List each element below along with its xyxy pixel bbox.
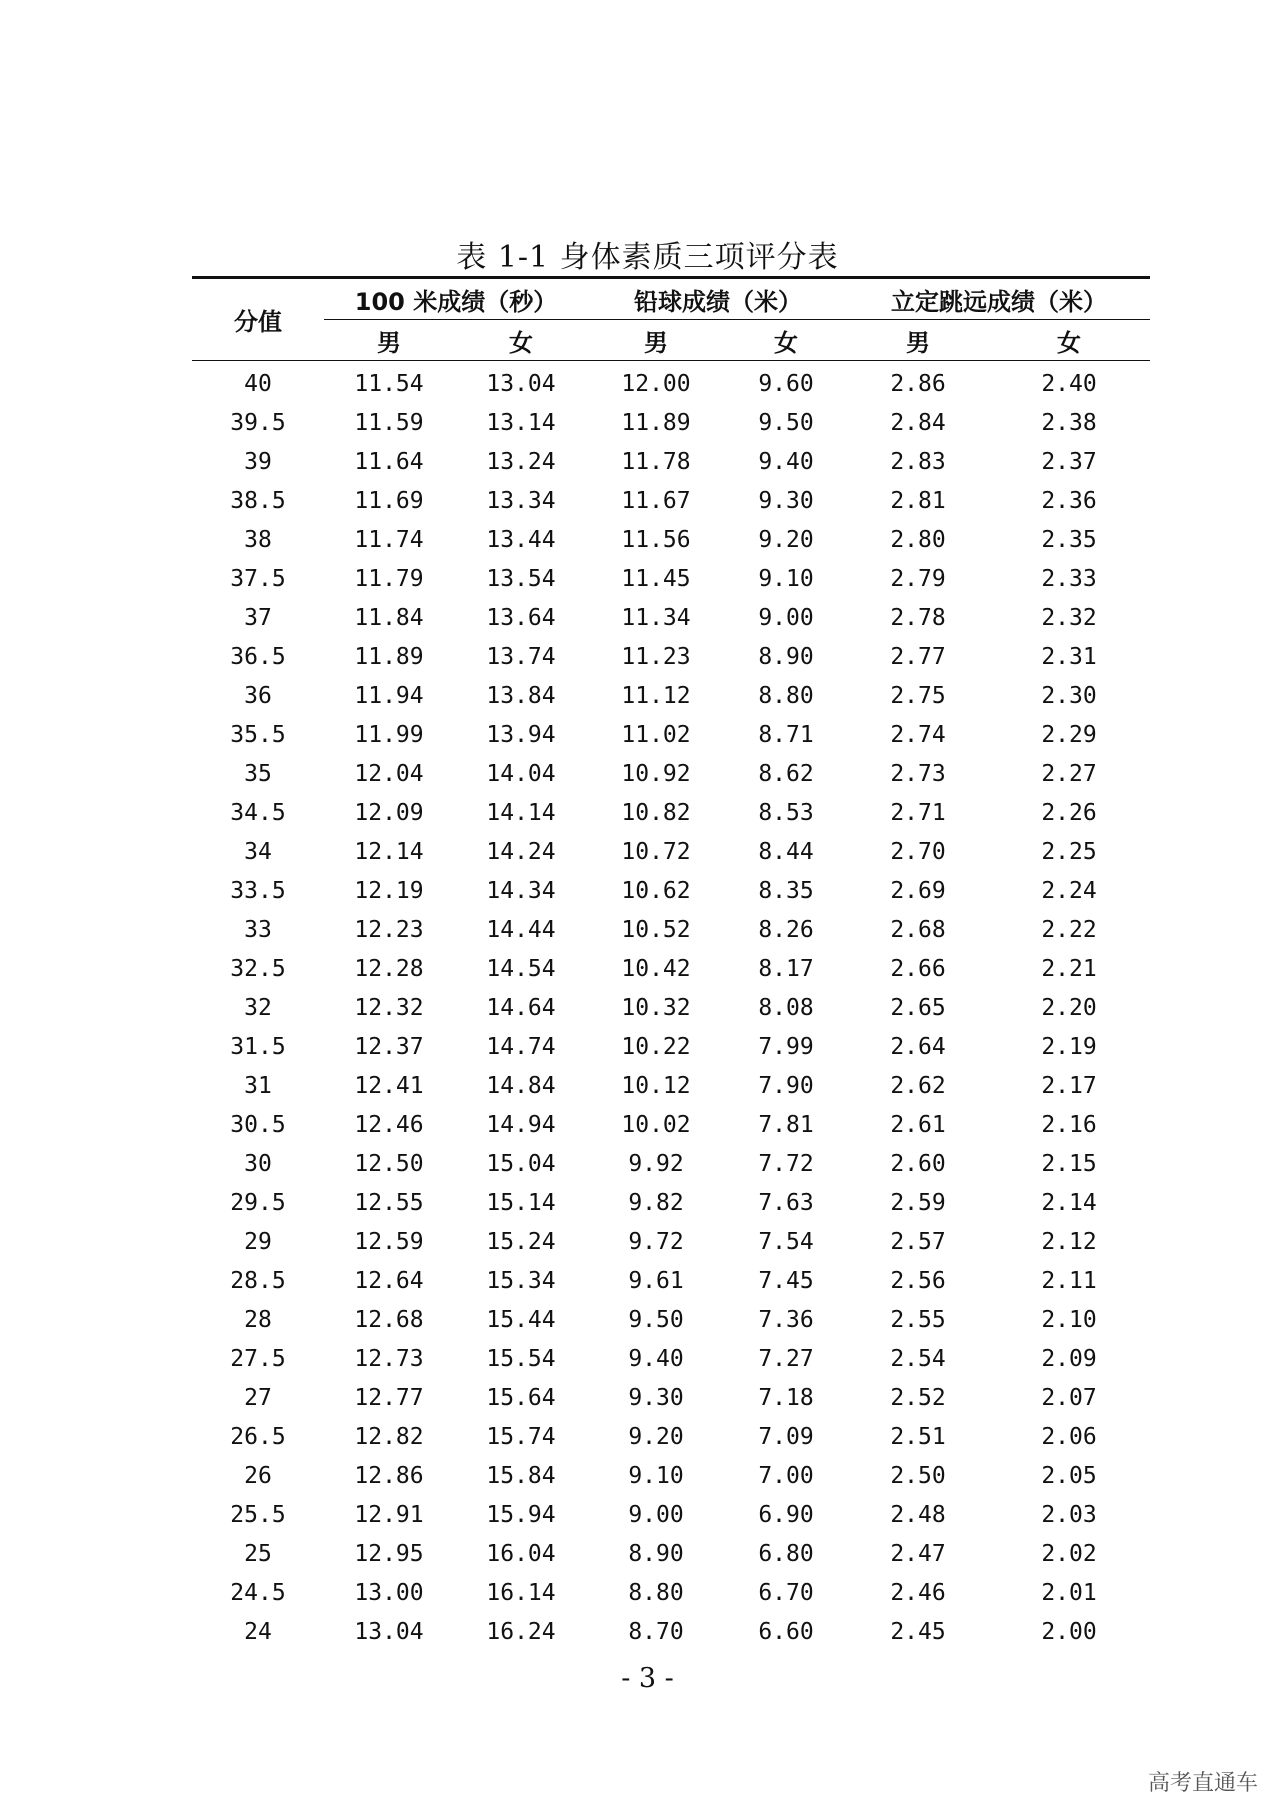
- cell-100m-female: 15.54: [486, 1345, 556, 1372]
- cell-jump-male: 2.66: [890, 955, 946, 982]
- cell-100m-female: 13.34: [486, 487, 556, 514]
- cell-shot-put-female: 8.53: [758, 799, 814, 826]
- cell-shot-put-male: 11.67: [621, 487, 691, 514]
- cell-shot-put-male: 10.52: [621, 916, 691, 943]
- header-row-groups: [192, 278, 1150, 320]
- table-row: [192, 403, 1150, 442]
- cell-100m-female: 15.64: [486, 1384, 556, 1411]
- cell-shot-put-female: 9.40: [758, 448, 814, 475]
- cell-100m-female: 13.94: [486, 721, 556, 748]
- cell-shot-put-male: 10.62: [621, 877, 691, 904]
- cell-shot-put-female: 8.44: [758, 838, 814, 865]
- cell-100m-female: 15.44: [486, 1306, 556, 1333]
- cell-jump-male: 2.60: [890, 1150, 946, 1177]
- cell-100m-male: 12.32: [354, 994, 424, 1021]
- table-title: 表 1-1 身体素质三项评分表: [456, 240, 839, 275]
- cell-shot-put-female: 8.08: [758, 994, 814, 1021]
- cell-100m-male: 12.68: [354, 1306, 424, 1333]
- cell-jump-female: 2.14: [1041, 1189, 1097, 1216]
- cell-100m-female: 15.84: [486, 1462, 556, 1489]
- table-row: [192, 1261, 1150, 1300]
- cell-jump-female: 2.32: [1041, 604, 1097, 631]
- cell-shot-put-male: 9.30: [628, 1384, 684, 1411]
- cell-100m-male: 11.54: [354, 370, 424, 397]
- cell-shot-put-female: 7.36: [758, 1306, 814, 1333]
- table-row: [192, 1339, 1150, 1378]
- cell-100m-female: 15.94: [486, 1501, 556, 1528]
- cell-score: 34.5: [230, 799, 286, 826]
- cell-score: 32.5: [230, 955, 286, 982]
- cell-score: 30.5: [230, 1111, 286, 1138]
- cell-shot-put-female: 9.30: [758, 487, 814, 514]
- cell-jump-male: 2.55: [890, 1306, 946, 1333]
- cell-100m-female: 14.74: [486, 1033, 556, 1060]
- cell-shot-put-female: 7.90: [758, 1072, 814, 1099]
- table-row: [192, 1417, 1150, 1456]
- cell-score: 32: [244, 994, 272, 1021]
- table-row: [192, 676, 1150, 715]
- cell-jump-male: 2.50: [890, 1462, 946, 1489]
- table-row: [192, 1612, 1150, 1651]
- cell-jump-male: 2.84: [890, 409, 946, 436]
- cell-shot-put-male: 10.12: [621, 1072, 691, 1099]
- table-row: [192, 559, 1150, 598]
- cell-100m-female: 15.14: [486, 1189, 556, 1216]
- table-row: [192, 1378, 1150, 1417]
- cell-shot-put-female: 8.26: [758, 916, 814, 943]
- cell-jump-male: 2.52: [890, 1384, 946, 1411]
- cell-jump-male: 2.86: [890, 370, 946, 397]
- cell-shot-put-female: 7.27: [758, 1345, 814, 1372]
- cell-100m-male: 11.99: [354, 721, 424, 748]
- table-row: [192, 910, 1150, 949]
- cell-jump-male: 2.69: [890, 877, 946, 904]
- cell-100m-female: 16.04: [486, 1540, 556, 1567]
- cell-shot-put-male: 11.89: [621, 409, 691, 436]
- cell-100m-female: 13.44: [486, 526, 556, 553]
- cell-shot-put-female: 8.80: [758, 682, 814, 709]
- cell-score: 29: [244, 1228, 272, 1255]
- table-row: [192, 754, 1150, 793]
- cell-score: 36.5: [230, 643, 286, 670]
- cell-jump-female: 2.16: [1041, 1111, 1097, 1138]
- cell-jump-female: 2.30: [1041, 682, 1097, 709]
- cell-shot-put-male: 9.00: [628, 1501, 684, 1528]
- cell-score: 25: [244, 1540, 272, 1567]
- cell-shot-put-male: 8.70: [628, 1618, 684, 1645]
- table-row: [192, 1573, 1150, 1612]
- cell-100m-female: 14.04: [486, 760, 556, 787]
- table-row: [192, 1300, 1150, 1339]
- cell-100m-male: 12.37: [354, 1033, 424, 1060]
- cell-score: 37.5: [230, 565, 286, 592]
- cell-100m-female: 14.84: [486, 1072, 556, 1099]
- cell-shot-put-male: 11.23: [621, 643, 691, 670]
- cell-score: 24: [244, 1618, 272, 1645]
- cell-shot-put-male: 9.82: [628, 1189, 684, 1216]
- cell-shot-put-female: 7.00: [758, 1462, 814, 1489]
- table-row: [192, 949, 1150, 988]
- cell-jump-female: 2.00: [1041, 1618, 1097, 1645]
- watermark: 高考直通车: [1147, 1771, 1258, 1796]
- cell-score: 34: [244, 838, 272, 865]
- table-row: [192, 1066, 1150, 1105]
- cell-100m-male: 11.84: [354, 604, 424, 631]
- cell-shot-put-female: 7.72: [758, 1150, 814, 1177]
- cell-jump-male: 2.45: [890, 1618, 946, 1645]
- cell-shot-put-male: 11.12: [621, 682, 691, 709]
- cell-shot-put-female: 8.90: [758, 643, 814, 670]
- cell-100m-female: 13.74: [486, 643, 556, 670]
- cell-shot-put-male: 8.90: [628, 1540, 684, 1567]
- cell-jump-female: 2.20: [1041, 994, 1097, 1021]
- cell-100m-male: 12.91: [354, 1501, 424, 1528]
- cell-100m-male: 12.59: [354, 1228, 424, 1255]
- cell-jump-male: 2.61: [890, 1111, 946, 1138]
- cell-jump-male: 2.54: [890, 1345, 946, 1372]
- cell-jump-male: 2.70: [890, 838, 946, 865]
- header-100m: 100 米成绩（秒）: [324, 278, 588, 320]
- table-row: [192, 520, 1150, 559]
- cell-score: 33: [244, 916, 272, 943]
- cell-jump-female: 2.03: [1041, 1501, 1097, 1528]
- cell-jump-female: 2.25: [1041, 838, 1097, 865]
- cell-100m-female: 16.14: [486, 1579, 556, 1606]
- cell-shot-put-female: 7.09: [758, 1423, 814, 1450]
- cell-100m-male: 11.74: [354, 526, 424, 553]
- table-row: [192, 481, 1150, 520]
- cell-shot-put-female: 6.60: [758, 1618, 814, 1645]
- header-shot-put: 铅球成绩（米）: [588, 278, 848, 320]
- cell-score: 33.5: [230, 877, 286, 904]
- cell-jump-male: 2.51: [890, 1423, 946, 1450]
- cell-jump-male: 2.80: [890, 526, 946, 553]
- cell-score: 26.5: [230, 1423, 286, 1450]
- cell-jump-female: 2.01: [1041, 1579, 1097, 1606]
- cell-shot-put-male: 9.40: [628, 1345, 684, 1372]
- cell-score: 28.5: [230, 1267, 286, 1294]
- cell-shot-put-male: 8.80: [628, 1579, 684, 1606]
- cell-score: 36: [244, 682, 272, 709]
- cell-shot-put-female: 8.71: [758, 721, 814, 748]
- table-row: [192, 715, 1150, 754]
- cell-100m-female: 14.14: [486, 799, 556, 826]
- cell-100m-male: 12.73: [354, 1345, 424, 1372]
- cell-100m-male: 12.77: [354, 1384, 424, 1411]
- cell-shot-put-male: 10.22: [621, 1033, 691, 1060]
- cell-100m-male: 12.09: [354, 799, 424, 826]
- table-row: [192, 1105, 1150, 1144]
- cell-100m-female: 13.04: [486, 370, 556, 397]
- cell-jump-female: 2.31: [1041, 643, 1097, 670]
- cell-shot-put-male: 10.02: [621, 1111, 691, 1138]
- cell-score: 38.5: [230, 487, 286, 514]
- cell-shot-put-male: 10.32: [621, 994, 691, 1021]
- cell-shot-put-female: 7.54: [758, 1228, 814, 1255]
- cell-shot-put-female: 8.35: [758, 877, 814, 904]
- cell-100m-female: 13.54: [486, 565, 556, 592]
- table-row: [192, 442, 1150, 481]
- cell-shot-put-male: 11.34: [621, 604, 691, 631]
- cell-jump-female: 2.40: [1041, 370, 1097, 397]
- cell-jump-female: 2.02: [1041, 1540, 1097, 1567]
- cell-jump-female: 2.12: [1041, 1228, 1097, 1255]
- cell-100m-male: 11.69: [354, 487, 424, 514]
- cell-jump-male: 2.78: [890, 604, 946, 631]
- cell-100m-male: 12.82: [354, 1423, 424, 1450]
- cell-jump-male: 2.79: [890, 565, 946, 592]
- cell-shot-put-male: 10.72: [621, 838, 691, 865]
- cell-shot-put-male: 9.10: [628, 1462, 684, 1489]
- cell-jump-male: 2.48: [890, 1501, 946, 1528]
- cell-score: 26: [244, 1462, 272, 1489]
- cell-100m-female: 14.54: [486, 955, 556, 982]
- table-body: [192, 361, 1150, 1652]
- cell-shot-put-female: 7.63: [758, 1189, 814, 1216]
- cell-100m-female: 14.24: [486, 838, 556, 865]
- cell-100m-male: 12.41: [354, 1072, 424, 1099]
- cell-shot-put-female: 7.18: [758, 1384, 814, 1411]
- cell-score: 37: [244, 604, 272, 631]
- cell-jump-female: 2.27: [1041, 760, 1097, 787]
- cell-shot-put-female: 6.80: [758, 1540, 814, 1567]
- cell-jump-female: 2.35: [1041, 526, 1097, 553]
- cell-jump-female: 2.06: [1041, 1423, 1097, 1450]
- cell-jump-female: 2.26: [1041, 799, 1097, 826]
- cell-jump-female: 2.37: [1041, 448, 1097, 475]
- cell-jump-female: 2.33: [1041, 565, 1097, 592]
- cell-jump-female: 2.10: [1041, 1306, 1097, 1333]
- cell-shot-put-female: 7.99: [758, 1033, 814, 1060]
- header-row-gender: [192, 320, 1150, 361]
- cell-jump-male: 2.56: [890, 1267, 946, 1294]
- cell-100m-male: 12.04: [354, 760, 424, 787]
- cell-shot-put-female: 8.17: [758, 955, 814, 982]
- cell-shot-put-male: 9.72: [628, 1228, 684, 1255]
- cell-shot-put-male: 12.00: [621, 370, 691, 397]
- cell-100m-male: 12.46: [354, 1111, 424, 1138]
- table-row: [192, 1456, 1150, 1495]
- cell-100m-female: 14.64: [486, 994, 556, 1021]
- cell-shot-put-male: 10.42: [621, 955, 691, 982]
- cell-score: 25.5: [230, 1501, 286, 1528]
- cell-100m-male: 11.59: [354, 409, 424, 436]
- cell-100m-male: 11.94: [354, 682, 424, 709]
- cell-100m-male: 12.14: [354, 838, 424, 865]
- table-row: [192, 361, 1150, 404]
- cell-100m-male: 11.79: [354, 565, 424, 592]
- cell-shot-put-male: 9.20: [628, 1423, 684, 1450]
- cell-score: 28: [244, 1306, 272, 1333]
- cell-100m-male: 12.95: [354, 1540, 424, 1567]
- cell-100m-male: 12.55: [354, 1189, 424, 1216]
- cell-score: 40: [244, 370, 272, 397]
- cell-shot-put-female: 9.50: [758, 409, 814, 436]
- cell-jump-male: 2.75: [890, 682, 946, 709]
- cell-jump-female: 2.24: [1041, 877, 1097, 904]
- table-row: [192, 871, 1150, 910]
- table-row: [192, 832, 1150, 871]
- cell-100m-female: 15.24: [486, 1228, 556, 1255]
- cell-score: 27: [244, 1384, 272, 1411]
- cell-jump-male: 2.64: [890, 1033, 946, 1060]
- cell-shot-put-male: 10.82: [621, 799, 691, 826]
- cell-jump-female: 2.21: [1041, 955, 1097, 982]
- cell-score: 31.5: [230, 1033, 286, 1060]
- cell-score: 29.5: [230, 1189, 286, 1216]
- header-standing-long-jump: 立定跳远成绩（米）: [848, 278, 1150, 320]
- cell-100m-male: 11.64: [354, 448, 424, 475]
- cell-jump-female: 2.09: [1041, 1345, 1097, 1372]
- header-100m-male: 男: [324, 320, 454, 361]
- cell-shot-put-male: 10.92: [621, 760, 691, 787]
- score-table: [192, 276, 1150, 1651]
- table-row: [192, 1495, 1150, 1534]
- cell-100m-female: 13.24: [486, 448, 556, 475]
- table-row: [192, 598, 1150, 637]
- cell-100m-male: 12.50: [354, 1150, 424, 1177]
- cell-shot-put-male: 9.92: [628, 1150, 684, 1177]
- cell-jump-female: 2.29: [1041, 721, 1097, 748]
- cell-jump-male: 2.62: [890, 1072, 946, 1099]
- cell-jump-male: 2.68: [890, 916, 946, 943]
- cell-shot-put-female: 9.20: [758, 526, 814, 553]
- cell-jump-male: 2.59: [890, 1189, 946, 1216]
- cell-jump-male: 2.77: [890, 643, 946, 670]
- cell-score: 31: [244, 1072, 272, 1099]
- cell-jump-male: 2.65: [890, 994, 946, 1021]
- table-row: [192, 988, 1150, 1027]
- cell-shot-put-male: 11.45: [621, 565, 691, 592]
- cell-jump-male: 2.81: [890, 487, 946, 514]
- header-shot-put-male: 男: [588, 320, 724, 361]
- cell-jump-female: 2.11: [1041, 1267, 1097, 1294]
- cell-score: 38: [244, 526, 272, 553]
- cell-score: 35: [244, 760, 272, 787]
- cell-100m-male: 12.19: [354, 877, 424, 904]
- cell-shot-put-female: 7.81: [758, 1111, 814, 1138]
- cell-100m-female: 13.14: [486, 409, 556, 436]
- cell-shot-put-female: 9.10: [758, 565, 814, 592]
- table-row: [192, 637, 1150, 676]
- cell-jump-male: 2.57: [890, 1228, 946, 1255]
- page-number: - 3 -: [621, 1663, 674, 1694]
- cell-shot-put-female: 8.62: [758, 760, 814, 787]
- table-row: [192, 1534, 1150, 1573]
- cell-100m-female: 15.74: [486, 1423, 556, 1450]
- cell-shot-put-male: 11.02: [621, 721, 691, 748]
- cell-score: 27.5: [230, 1345, 286, 1372]
- cell-jump-male: 2.46: [890, 1579, 946, 1606]
- table-row: [192, 1144, 1150, 1183]
- cell-shot-put-male: 11.78: [621, 448, 691, 475]
- cell-jump-male: 2.83: [890, 448, 946, 475]
- cell-jump-female: 2.15: [1041, 1150, 1097, 1177]
- cell-100m-male: 11.89: [354, 643, 424, 670]
- header-shot-put-female: 女: [724, 320, 848, 361]
- cell-100m-female: 13.84: [486, 682, 556, 709]
- cell-score: 39: [244, 448, 272, 475]
- cell-100m-male: 12.23: [354, 916, 424, 943]
- header-score: 分值: [192, 278, 324, 361]
- cell-100m-female: 13.64: [486, 604, 556, 631]
- cell-100m-female: 16.24: [486, 1618, 556, 1645]
- cell-100m-male: 13.00: [354, 1579, 424, 1606]
- cell-100m-male: 13.04: [354, 1618, 424, 1645]
- cell-jump-female: 2.22: [1041, 916, 1097, 943]
- cell-shot-put-male: 9.61: [628, 1267, 684, 1294]
- cell-jump-male: 2.73: [890, 760, 946, 787]
- cell-jump-female: 2.19: [1041, 1033, 1097, 1060]
- cell-shot-put-female: 9.60: [758, 370, 814, 397]
- cell-shot-put-female: 6.90: [758, 1501, 814, 1528]
- header-jump-male: 男: [848, 320, 988, 361]
- cell-jump-male: 2.47: [890, 1540, 946, 1567]
- cell-shot-put-female: 6.70: [758, 1579, 814, 1606]
- cell-100m-female: 14.94: [486, 1111, 556, 1138]
- cell-score: 24.5: [230, 1579, 286, 1606]
- cell-jump-female: 2.17: [1041, 1072, 1097, 1099]
- cell-jump-female: 2.38: [1041, 409, 1097, 436]
- cell-100m-male: 12.86: [354, 1462, 424, 1489]
- cell-jump-female: 2.07: [1041, 1384, 1097, 1411]
- cell-100m-female: 14.34: [486, 877, 556, 904]
- header-jump-female: 女: [988, 320, 1150, 361]
- cell-jump-female: 2.05: [1041, 1462, 1097, 1489]
- table-row: [192, 1027, 1150, 1066]
- cell-shot-put-female: 7.45: [758, 1267, 814, 1294]
- cell-shot-put-male: 9.50: [628, 1306, 684, 1333]
- cell-jump-male: 2.74: [890, 721, 946, 748]
- cell-shot-put-female: 9.00: [758, 604, 814, 631]
- table-row: [192, 1222, 1150, 1261]
- cell-100m-female: 15.04: [486, 1150, 556, 1177]
- cell-shot-put-male: 11.56: [621, 526, 691, 553]
- table-row: [192, 1183, 1150, 1222]
- cell-100m-female: 15.34: [486, 1267, 556, 1294]
- table-row: [192, 793, 1150, 832]
- header-100m-female: 女: [454, 320, 588, 361]
- cell-jump-female: 2.36: [1041, 487, 1097, 514]
- cell-100m-male: 12.64: [354, 1267, 424, 1294]
- cell-100m-female: 14.44: [486, 916, 556, 943]
- cell-100m-male: 12.28: [354, 955, 424, 982]
- cell-score: 35.5: [230, 721, 286, 748]
- cell-score: 30: [244, 1150, 272, 1177]
- cell-jump-male: 2.71: [890, 799, 946, 826]
- cell-score: 39.5: [230, 409, 286, 436]
